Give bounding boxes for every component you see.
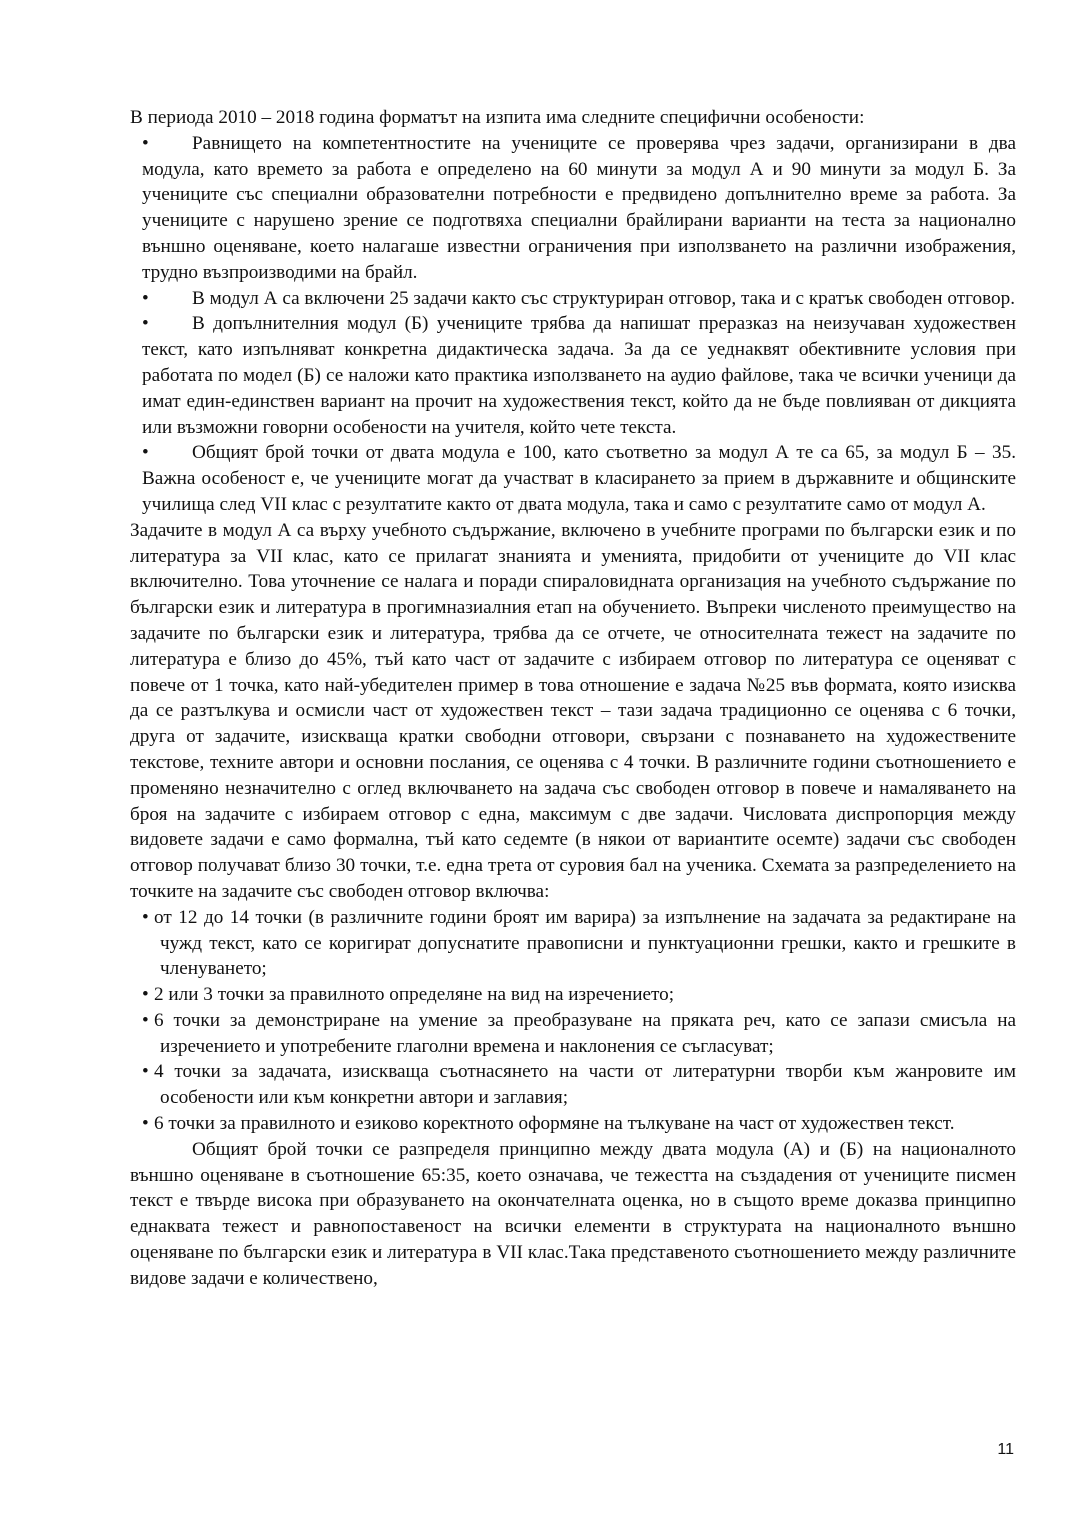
- intro-line: В периода 2010 – 2018 година форматът на изпита има следните специфични особености:: [130, 107, 865, 128]
- list-item-text: Общият брой точки от двата модула е 100, като съответно за модул А те са 65, за модул Б – 35. Важна особеност е, че учениците могат да участват в класирането за прием в държавните и общинските училища след VII клас с резултатите както от двата модула, така и само с резултатите само от модул А.: [142, 442, 1016, 515]
- bullet-icon: •: [142, 984, 149, 1006]
- list-item-text: 4 точки за задачата, изискваща съотнасянето на части от литературни творби към жанровите им особености или към конкретни автори и заглавия;: [154, 1061, 1016, 1109]
- bullet-icon: •: [142, 313, 149, 335]
- list-item: [130, 982, 1016, 1008]
- document-page: [130, 105, 1016, 1292]
- bullet-icon: •: [142, 442, 149, 464]
- list-item: [130, 1059, 1016, 1111]
- list-item-text: 6 точки за демонстриране на умение за преобразуване на пряката реч, като се запази смисъла на изречението и употребените глаголни времена и наклонения се съгласуват;: [154, 1009, 1016, 1057]
- list-item: [130, 1111, 1016, 1137]
- body-paragraph: Общият брой точки се разпределя принципно между двата модула (А) и (Б) на националното външно оценяване в съотношение 65:35, което означава, че тежестта на създадения от учениците писмен текст е твърде висока при образуването на окончателната оценка, но в същото време доказва принципно еднаквата тежест и равнопоставеност на всички елементи в структурата на националното външно оценяване по български език и литература в VII клас.Така представеното съотношението между различните видове задачи е количествено,: [130, 1138, 1016, 1289]
- list-item: [130, 905, 1016, 982]
- bullet-icon: •: [142, 1061, 149, 1083]
- list-item: [130, 1008, 1016, 1060]
- list-item-text: В допълнителния модул (Б) учениците трябва да напишат преразказ на неизучаван художествен текст, като изпълняват конкретна дидактическа задача. За да се уеднаквят обективните условия при работата по модел (Б) се наложи като практика използването на аудио файлове, така че всички ученици да имат един-единствен вариант на прочит на художествения текст, който да не бъде повлияван от дикцията или възможни говорни особености на учителя, който чете текста.: [142, 313, 1016, 438]
- list-item-text: Равнището на компетентностите на учениците се проверява чрез задачи, организирани в два модула, като времето за работа е определено на 60 минути за модул А и 90 минути за модул Б. За учениците със специални образователни потребности е предвидено допълнително време за работа. За учениците с нарушено зрение се подготвяха специални брайлирани варианти на теста за национално външно оценяване, което налагаше известни ограничения при използването на различни изображения, трудно възпроизводими на брайл.: [142, 132, 1016, 283]
- bullet-icon: •: [142, 287, 149, 309]
- format-features-list: [130, 131, 1016, 518]
- list-item: [130, 286, 1016, 312]
- list-item: [130, 131, 1016, 286]
- bullet-icon: •: [142, 1113, 149, 1135]
- bullet-icon: •: [142, 1009, 149, 1031]
- bullet-icon: •: [142, 132, 149, 154]
- list-item-text: от 12 до 14 точки (в различните години броят им варира) за изпълнение на задачата за редактиране на чужд текст, като се коригират допуснатите правописни и пунктуационни грешки, както и грешките в членуването;: [154, 906, 1016, 980]
- list-item-text: 2 или 3 точки за правилното определяне на вид на изречението;: [154, 984, 675, 1006]
- body-paragraph: Задачите в модул А са върху учебното съдържание, включено в учебните програми по български език и по литература за VII клас, като се прилагат знанията и уменията, придобити от учениците до VII клас включително. Това уточнение се налага и поради спираловидната организация на учебното съдържание по български език и литература в прогимназиалния етап на обучението. Въпреки численото преимущество на задачите по български език и литература, трябва да се отчете, че относителната тежест на задачите по литература е близо до 45%, тъй като част от задачите с избираем отговор по литература се оценяват с повече от 1 точка, като най-убедителен пример в това отношение е задача №25 във формата, която изисква да се разтълкува и осмисли част от художествен текст – тази задача традиционно се оценява с 6 точки, друга от задачите, изискваща кратки свободни отговори, свързани с познаването на художествените текстове, техните автори и основни послания, се оценява с 4 точки. В различните години съотношението е променяно незначително с оглед включването на задача със свободен отговор в повече и намаляването на броя на задачите с избираем отговор с една, максимум с две задачи. Числовата диспропорция между видовете задачи е само формална, тъй като седемте (в някои от вариантите осемте) задачи със свободен отговор получават близо 30 точки, т.е. една трета от суровия бал на ученика. Схемата за разпределението на точките на задачите със свободен отговор включва:: [130, 519, 1016, 902]
- list-item: [130, 311, 1016, 440]
- list-item-text: 6 точки за правилното и езиково коректното оформяне на тълкуване на част от художествен текст.: [154, 1113, 955, 1135]
- bullet-icon: •: [142, 906, 149, 928]
- list-item: [130, 440, 1016, 517]
- points-distribution-list: [130, 905, 1016, 1137]
- page-number: 11: [997, 1441, 1014, 1458]
- list-item-text: В модул А са включени 25 задачи както със структуриран отговор, така и с кратък свободен отговор.: [192, 287, 1015, 309]
